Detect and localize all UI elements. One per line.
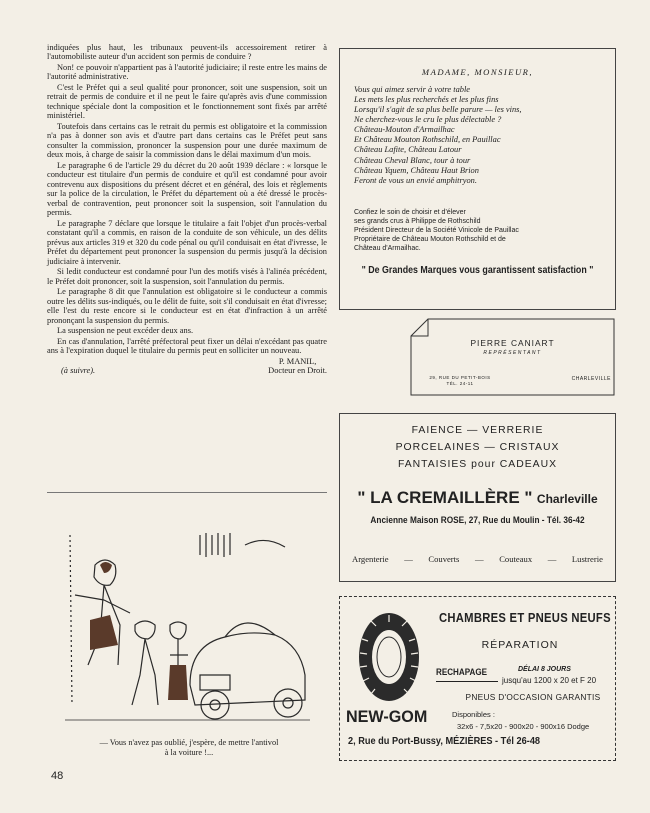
poem-line: Vous qui aimez servir à votre table bbox=[354, 85, 470, 94]
poem-line: Château-Mouton d'Armailhac bbox=[354, 125, 455, 135]
ad-title: CHAMBRES ET PNEUS NEUFS bbox=[439, 611, 611, 625]
ad-line: FAIENCE — VERRERIE bbox=[411, 425, 544, 436]
article-paragraph: En cas d'annulation, l'arrêté préfectoral peut fixer un délai n'excédant pas quatre ans à l'expiration duquel le titulaire du permis peut en solliciter un nouveau. bbox=[47, 336, 327, 356]
article-signature bbox=[47, 357, 327, 376]
article-paragraph: Le paragraphe 6 de l'article 29 du décret du 20 août 1939 déclare : « lorsque le conducteur est titulaire d'un permis de conduire et qu'il est condamné pour avoir contrevenu aux dispositions du présent décret et en général, des lois et règlements sur la police de la circulation, le Préfet du département où a été dressé le procès-verbal de contravention, peut prononcer soit la suspension, soit l'annulation du permis. bbox=[47, 160, 327, 218]
poem-line: Château Yquem, Château Haut Brion bbox=[354, 165, 479, 175]
tire-icon bbox=[354, 609, 424, 705]
shop-name bbox=[340, 488, 615, 508]
ad-text-line: Château d'Armailhac. bbox=[354, 245, 421, 253]
ad-poem bbox=[354, 85, 615, 186]
ad-text-line: Propriétaire de Château Mouton Rothschild et de bbox=[354, 236, 506, 244]
faience-advertisement bbox=[339, 413, 616, 582]
ad-line: FANTAISIES pour CADEAUX bbox=[397, 459, 558, 470]
article-paragraph: Toutefois dans certains cas le retrait du permis est obligatoire et la commission n'a pas à donner son avis et d'autre part dans certains cas le Préfet peut sans consulter la commission, prononcer la suspension pour une durée maximum de deux mois, à charge de saisir la commission dans le délai maximum d'un mois. bbox=[47, 121, 327, 160]
card-city: CHARLEVILLE bbox=[571, 376, 611, 382]
shop-item: Couteaux bbox=[499, 554, 533, 564]
caption-line: — Vous n'avez pas oublié, j'espère, de mettre l'antivol bbox=[99, 738, 279, 747]
separator: — bbox=[404, 554, 413, 564]
ad-text bbox=[354, 208, 615, 253]
shop-address: 2, Rue du Port-Bussy, MÉZIÈRES - Tél 26-48 bbox=[348, 736, 541, 747]
cartoon-illustration bbox=[60, 525, 320, 730]
size-limit: jusqu'au 1200 x 20 et F 20 bbox=[502, 676, 597, 685]
shop-item: Argenterie bbox=[352, 554, 389, 564]
article-paragraph: Si ledit conducteur est condamné pour l'un des motifs visés à l'alinéa précédent, le Préfet doit prononcer, soit la suspension, soit l'annulation du permis. bbox=[47, 267, 327, 286]
poem-line: Ne cherchez-vous le cru le plus délectable ? bbox=[354, 115, 502, 125]
article-column bbox=[47, 43, 327, 375]
tire-advertisement bbox=[339, 596, 616, 761]
ad-text-line: Président Directeur de la Société Vinicole de Pauillac bbox=[354, 226, 519, 234]
cartoon-caption bbox=[58, 738, 320, 758]
article-paragraph: indiquées plus haut, les tribunaux peuvent-ils accessoirement retirer à l'automobiliste auteur d'un accident son permis de conduire ? bbox=[47, 43, 327, 62]
poem-line: Et Château Mouton Rothschild, en Pauillac bbox=[354, 135, 501, 145]
shop-item: Lustrerie bbox=[571, 554, 603, 564]
availability-label: Disponibles : bbox=[452, 710, 495, 719]
author-block bbox=[268, 357, 327, 376]
article-paragraph: Le paragraphe 8 dit que l'annulation est obligatoire si le conducteur a commis outre les délits sus-indiqués, ou le délit de fuite, soit s'il conduisait en état d'ivresse; elle l'est du reste encore si le conducteur est en état d'infraction à un arrêté prononçant la suspension du permis. bbox=[47, 287, 327, 325]
ad-subtitle: RÉPARATION bbox=[481, 639, 559, 651]
tire-sizes: 32x6 - 7,5x20 - 900x20 - 900x16 Dodge bbox=[457, 722, 590, 731]
shop-address: Ancienne Maison ROSE, 27, Rue du Moulin - Tél. 36-42 bbox=[370, 515, 585, 525]
poem-line: Château Cheval Blanc, tour à tour bbox=[354, 155, 471, 165]
card-address bbox=[420, 375, 500, 387]
separator: — bbox=[547, 554, 557, 564]
shop-item: Couverts bbox=[428, 554, 460, 564]
ad-line: PORCELAINES — CRISTAUX bbox=[395, 442, 560, 453]
card-phone: TÉL. 24-11 bbox=[446, 380, 474, 386]
ad-text-line: Confiez le soin de choisir et d'élever bbox=[354, 208, 466, 216]
separator: — bbox=[475, 554, 484, 564]
poem-line: Feront de vous un envié amphitryon. bbox=[354, 175, 477, 185]
ad-heading: MADAME, MONSIEUR, bbox=[421, 67, 534, 77]
underline bbox=[436, 681, 498, 682]
shop-title: " LA CREMAILLÈRE " bbox=[357, 488, 533, 507]
article-paragraph: C'est le Préfet qui a seul qualité pour prononcer, soit une suspension, soit un retrait de permis de conduire et il ne peut le faire qu'après avis d'une commission technique spéciale dont la composition et le fonctionnement sont fixés par arrêté ministériel. bbox=[47, 82, 327, 121]
caption-line: à la voiture !... bbox=[164, 747, 214, 757]
page-number: 48 bbox=[51, 770, 64, 782]
article-paragraph: Non! ce pouvoir n'appartient pas à l'autorité judiciaire; il reste entre les mains de l'autorité administrative. bbox=[47, 62, 327, 82]
ad-text-line: ses grands crus à Philippe de Rothschild bbox=[354, 217, 481, 225]
delai-label: DÉLAI 8 JOURS bbox=[518, 666, 571, 673]
business-card bbox=[410, 318, 615, 396]
card-address-line: 29, RUE DU PETIT-BOIS bbox=[429, 375, 491, 380]
shop-city: Charleville bbox=[536, 492, 598, 506]
poem-line: Château Lafite, Château Latour bbox=[354, 145, 462, 155]
brand-logo: NEW-GOM bbox=[346, 707, 428, 726]
column-divider bbox=[47, 492, 327, 493]
ad-slogan: " De Grandes Marques vous garantissent satisfaction " bbox=[361, 265, 594, 277]
article-paragraph: La suspension ne peut excéder deux ans. bbox=[57, 326, 194, 336]
wine-advertisement bbox=[339, 48, 616, 310]
article-paragraph: Le paragraphe 7 déclare que lorsque le titulaire a fait l'objet d'un procès-verbal constatant qu'il a commis, en raison de la conduite de son véhicule, un des délits prévus aux articles 319 et 320 du code pénal ou qu'il conduisait en état d'ivresse, le Préfet du département peut prononcer la suspension du permis jusqu'à la décision judiciaire à intervenir. bbox=[47, 218, 327, 266]
card-name: PIERRE CANIART bbox=[470, 338, 555, 348]
rechapage-label: RECHAPAGE bbox=[436, 667, 487, 678]
card-role: REPRÉSENTANT bbox=[483, 350, 542, 356]
poem-line: Lorsqu'il s'agit de sa plus belle parure — les vins, bbox=[354, 105, 522, 115]
author-name: P. MANIL, bbox=[278, 356, 317, 366]
author-title: Docteur en Droit. bbox=[268, 365, 327, 375]
poem-line: Les mets les plus recherchés et les plus fins bbox=[354, 95, 499, 105]
shop-items bbox=[352, 554, 603, 564]
occasion-label: PNEUS D'OCCASION GARANTIS bbox=[465, 692, 601, 702]
to-follow: (à suivre). bbox=[61, 365, 96, 375]
